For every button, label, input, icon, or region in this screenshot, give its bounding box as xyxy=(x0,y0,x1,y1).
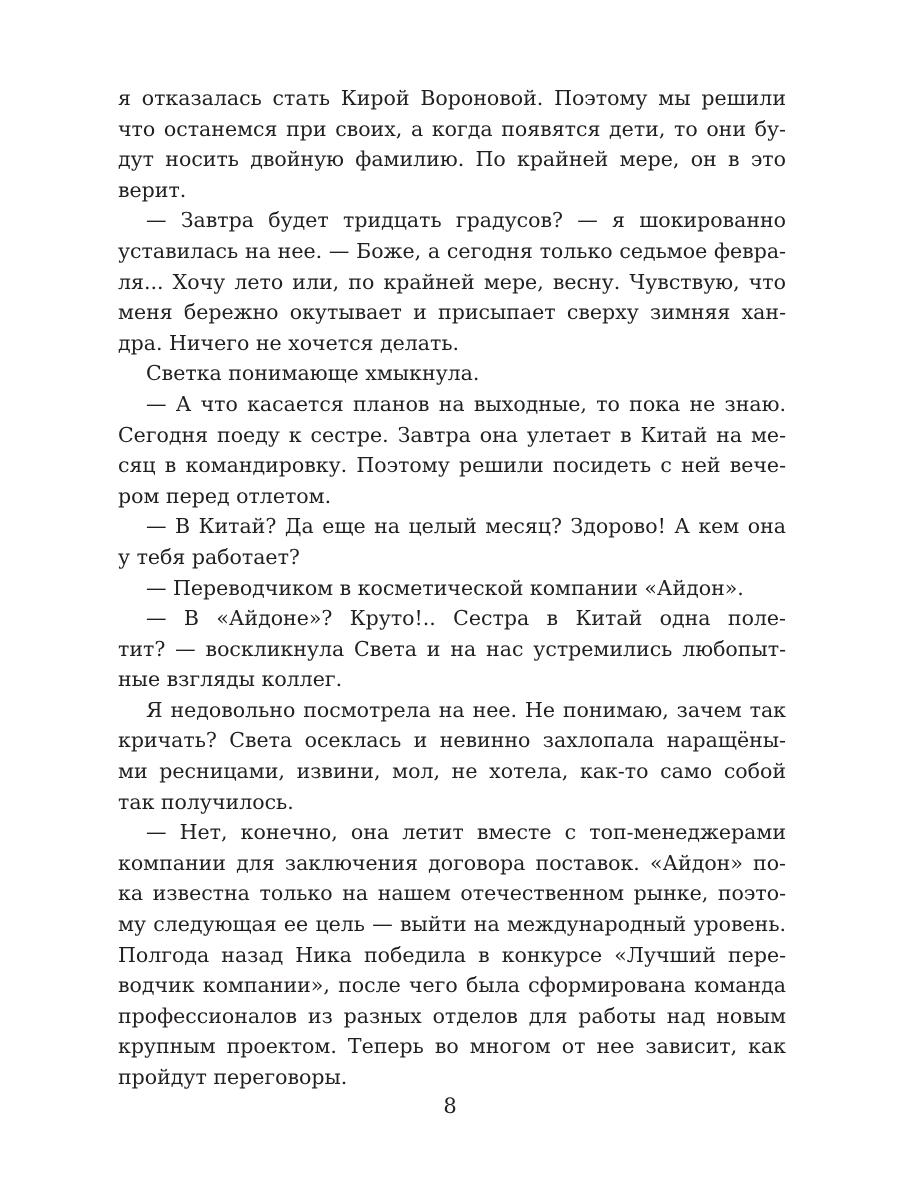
text-line: так получилось. xyxy=(118,789,294,814)
text-line: — В Китай? Да еще на целый месяц? Здорово! А кем она xyxy=(146,514,786,539)
text-line: Я недовольно посмотрела на нее. Не понимаю, зачем так xyxy=(146,697,786,722)
text-line: ные взгляды коллег. xyxy=(118,667,343,692)
text-line: ка известна только на нашем отечественном рынке, поэто- xyxy=(118,881,786,906)
text-line: кричать? Света осеклась и невинно захлопала наращёны- xyxy=(118,728,786,753)
body-text xyxy=(118,83,786,1093)
text-line: дра. Ничего не хочется делать. xyxy=(118,330,460,355)
text-line: — Завтра будет тридцать градусов? — я шокированно xyxy=(146,208,786,233)
text-line: водчик компании», после чего была сформирована команда xyxy=(118,973,786,998)
text-line: ля... Хочу лето или, по крайней мере, весну. Чувствую, что xyxy=(118,269,786,294)
page-number: 8 xyxy=(443,1094,457,1118)
text-line: что останемся при своих, а когда появятся дети, то они бу- xyxy=(118,116,786,141)
text-line: Светка понимающе хмыкнула. xyxy=(146,361,480,386)
text-line: тит? — воскликнула Света и на нас устремились любопыт- xyxy=(118,636,786,661)
text-line: — А что касается планов на выходные, то пока не знаю. xyxy=(146,391,786,416)
text-line: ром перед отлетом. xyxy=(118,483,332,508)
text-line: уставилась на нее. — Боже, а сегодня только седьмое февра- xyxy=(118,238,786,263)
text-line: меня бережно окутывает и присыпает сверху зимняя хан- xyxy=(118,300,786,325)
text-line: му следующая ее цель — выйти на международный уровень. xyxy=(118,912,786,937)
text-line: — В «Айдоне»? Круто!.. Сестра в Китай одна поле- xyxy=(146,606,786,631)
text-line: профессионалов из разных отделов для работы над новым xyxy=(118,1003,786,1028)
text-line: Полгода назад Ника победила в конкурсе «Лучший пере- xyxy=(118,942,786,967)
text-line: сяц в командировку. Поэтому решили посидеть с ней вече- xyxy=(118,453,786,478)
text-line: верит. xyxy=(118,177,187,202)
text-line: компании для заключения договора поставок. «Айдон» по- xyxy=(118,850,786,875)
text-line: я отказалась стать Кирой Вороновой. Поэтому мы решили xyxy=(118,86,786,110)
text-line: ми ресницами, извини, мол, не хотела, как-то само собой xyxy=(118,759,786,784)
text-line: крупным проектом. Теперь во многом от нее зависит, как xyxy=(118,1034,786,1059)
text-line: Сегодня поеду к сестре. Завтра она улетает в Китай на ме- xyxy=(118,422,786,447)
text-line: — Переводчиком в косметической компании «Айдон». xyxy=(146,575,744,600)
text-line: у тебя работает? xyxy=(118,544,300,569)
text-line: дут носить двойную фамилию. По крайней мере, он в это xyxy=(118,147,786,172)
text-line: — Нет, конечно, она летит вместе с топ-менеджерами xyxy=(146,820,786,845)
text-line: пройдут переговоры. xyxy=(118,1065,348,1089)
